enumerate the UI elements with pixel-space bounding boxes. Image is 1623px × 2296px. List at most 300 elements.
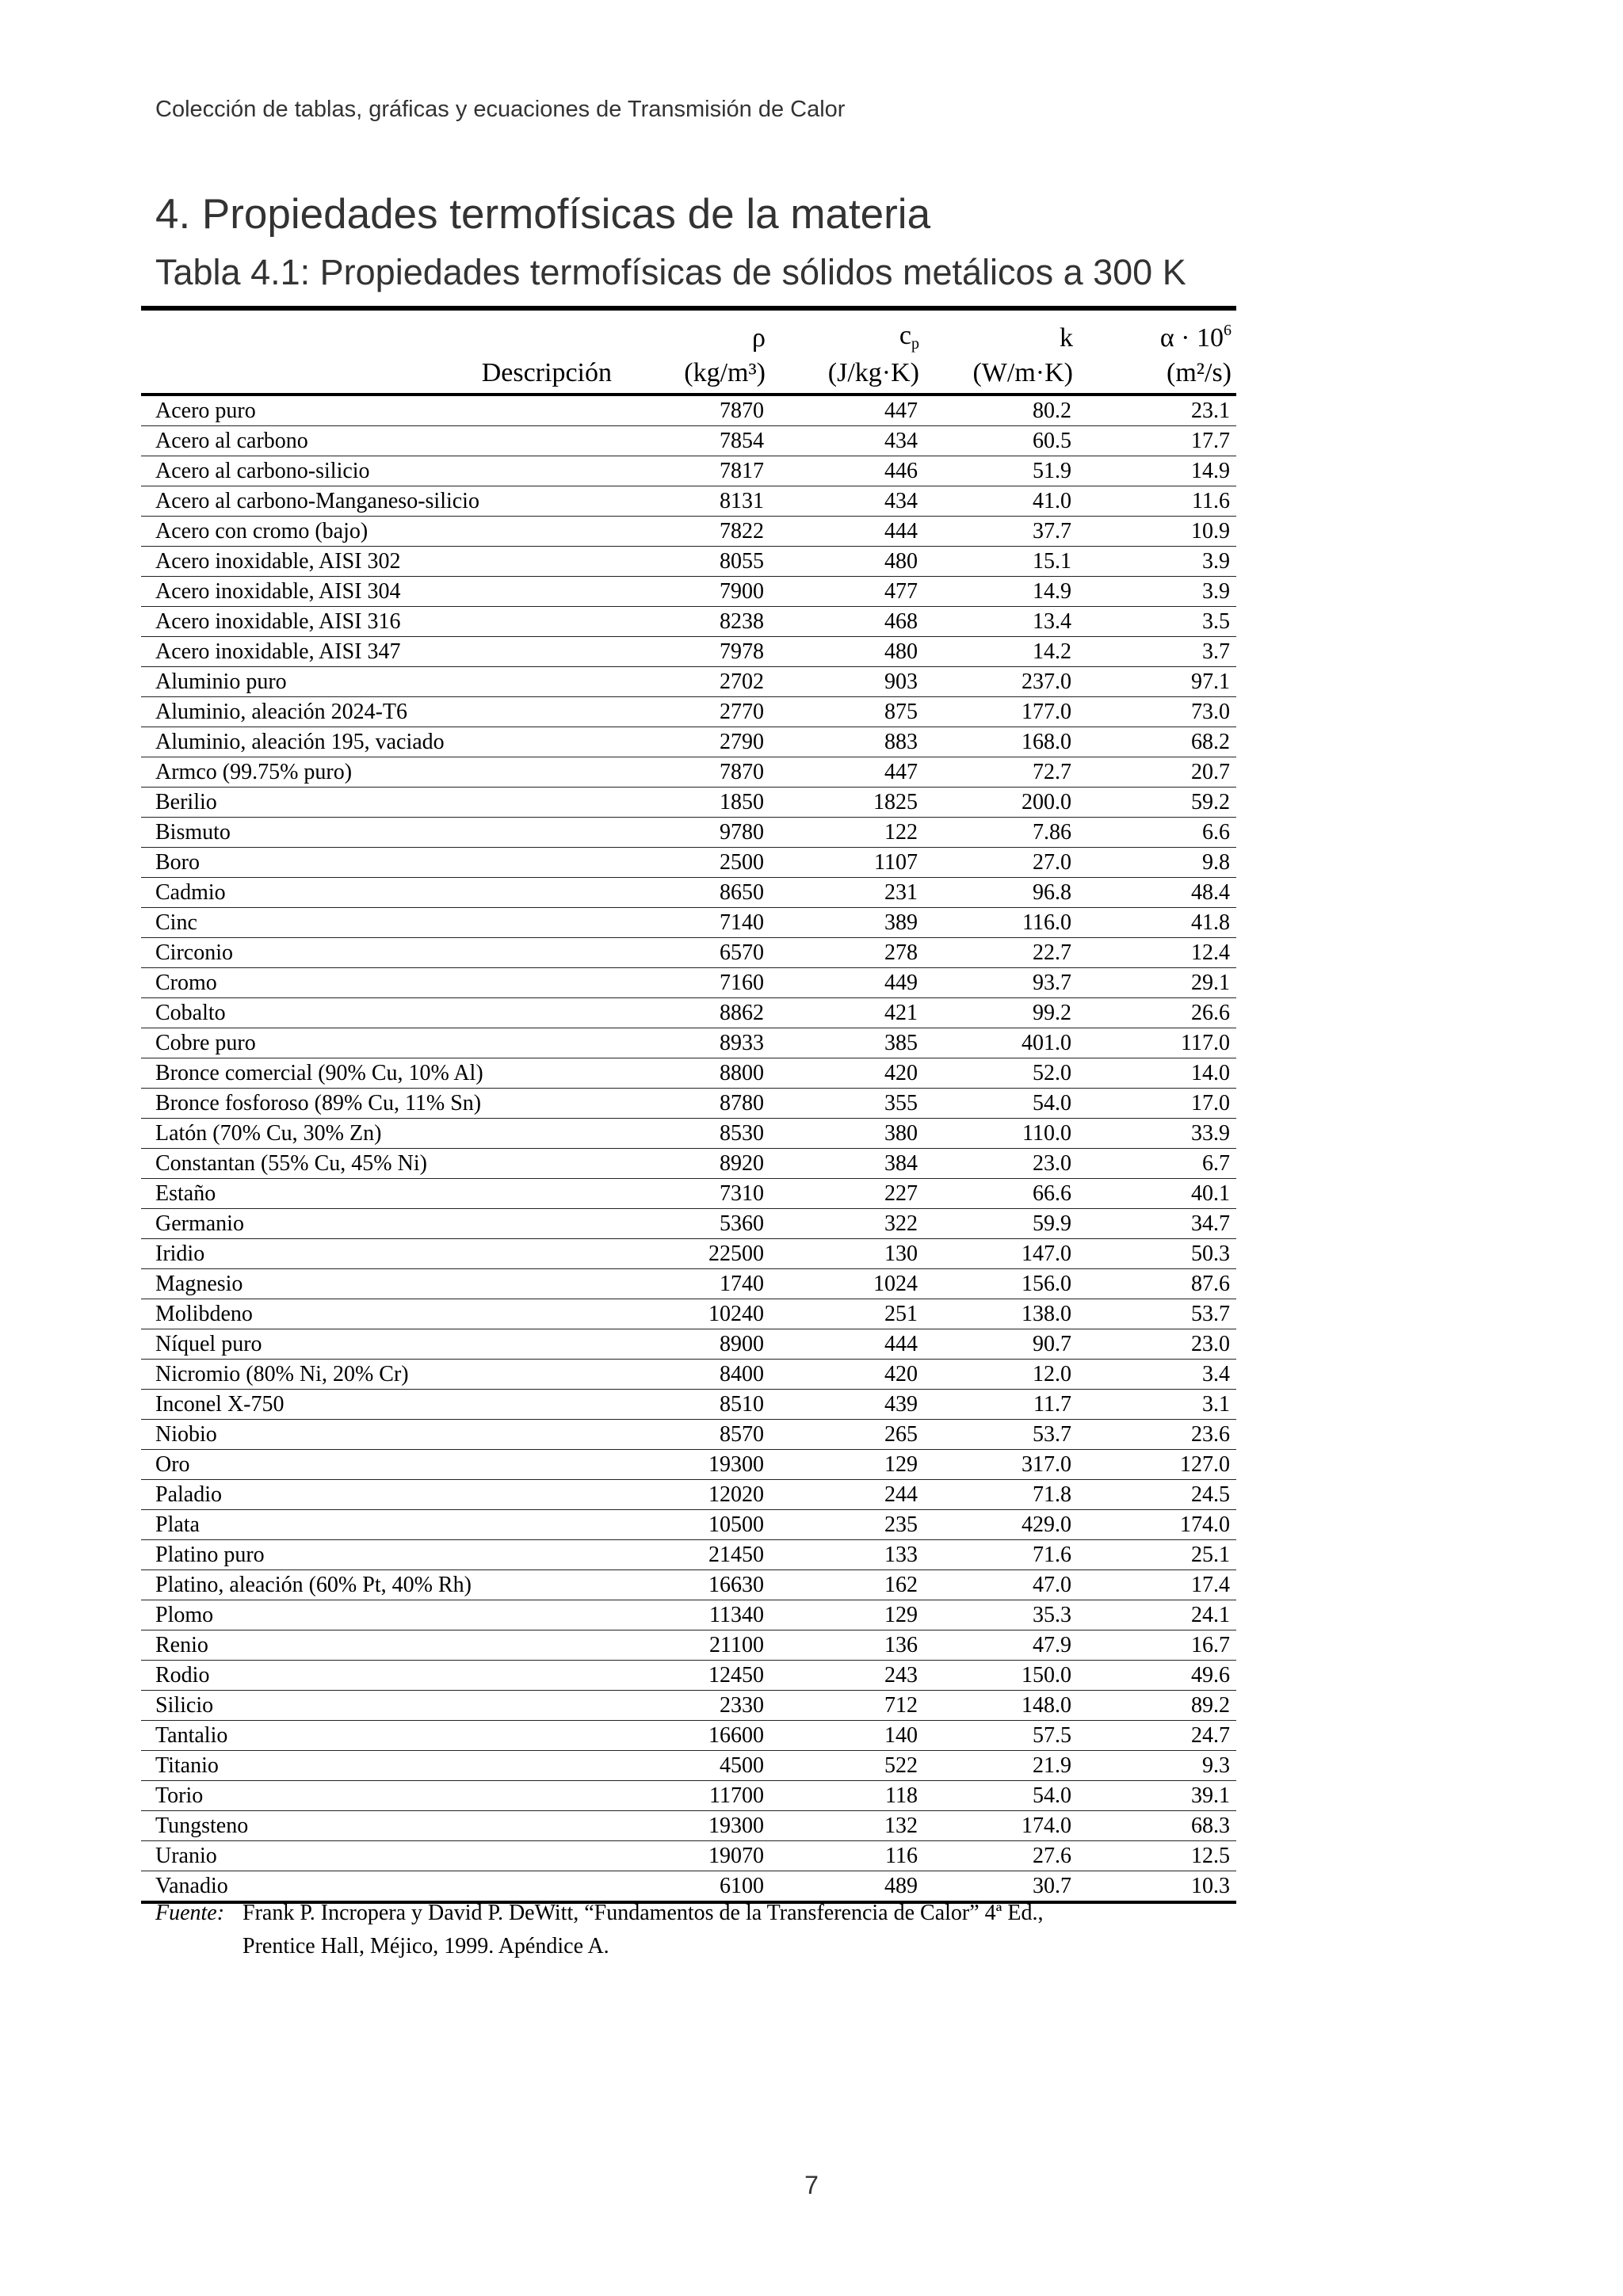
cell-description: Aluminio, aleación 2024-T6 — [141, 697, 617, 727]
cell-conductivity: 174.0 — [924, 1811, 1078, 1841]
cell-diffusivity: 3.9 — [1078, 577, 1236, 607]
cell-diffusivity: 9.8 — [1078, 848, 1236, 878]
cell-specific-heat: 278 — [770, 938, 924, 968]
cell-density: 1850 — [617, 788, 770, 818]
cell-specific-heat: 447 — [770, 757, 924, 788]
table-row — [141, 1781, 1236, 1811]
cell-density: 8650 — [617, 878, 770, 908]
table-row — [141, 1450, 1236, 1480]
cell-description: Circonio — [141, 938, 617, 968]
cell-conductivity: 200.0 — [924, 788, 1078, 818]
cell-diffusivity: 50.3 — [1078, 1239, 1236, 1269]
cell-conductivity: 23.0 — [924, 1149, 1078, 1179]
cell-density: 6570 — [617, 938, 770, 968]
cell-diffusivity: 59.2 — [1078, 788, 1236, 818]
cell-description: Cobalto — [141, 998, 617, 1028]
cell-description: Magnesio — [141, 1269, 617, 1299]
cell-specific-heat: 447 — [770, 395, 924, 426]
cp-subscript: p — [911, 335, 919, 353]
cell-specific-heat: 385 — [770, 1028, 924, 1058]
cell-description: Aluminio puro — [141, 667, 617, 697]
table-row — [141, 968, 1236, 998]
cell-description: Bismuto — [141, 818, 617, 848]
cell-specific-heat: 1024 — [770, 1269, 924, 1299]
cell-description: Niobio — [141, 1420, 617, 1450]
cell-density: 8862 — [617, 998, 770, 1028]
cell-specific-heat: 235 — [770, 1510, 924, 1540]
cell-specific-heat: 477 — [770, 577, 924, 607]
table-row — [141, 456, 1236, 486]
cell-specific-heat: 265 — [770, 1420, 924, 1450]
cell-diffusivity: 23.1 — [1078, 395, 1236, 426]
table-row — [141, 1420, 1236, 1450]
cell-description: Acero puro — [141, 395, 617, 426]
source-note — [155, 1897, 1043, 1963]
cell-conductivity: 72.7 — [924, 757, 1078, 788]
cell-density: 8780 — [617, 1089, 770, 1119]
cell-diffusivity: 87.6 — [1078, 1269, 1236, 1299]
cell-density: 8510 — [617, 1390, 770, 1420]
cell-description: Acero al carbono-Manganeso-silicio — [141, 486, 617, 517]
cell-conductivity: 57.5 — [924, 1721, 1078, 1751]
cell-specific-heat: 116 — [770, 1841, 924, 1871]
cell-conductivity: 13.4 — [924, 607, 1078, 637]
cell-conductivity: 177.0 — [924, 697, 1078, 727]
cell-density: 2702 — [617, 667, 770, 697]
table-row — [141, 908, 1236, 938]
alpha-symbol: α · 10 — [1159, 323, 1224, 353]
cell-density: 7310 — [617, 1179, 770, 1209]
cell-specific-heat: 434 — [770, 486, 924, 517]
cell-conductivity: 71.8 — [924, 1480, 1078, 1510]
cell-diffusivity: 29.1 — [1078, 968, 1236, 998]
cell-description: Constantan (55% Cu, 45% Ni) — [141, 1149, 617, 1179]
table-row — [141, 517, 1236, 547]
cell-description: Aluminio, aleación 195, vaciado — [141, 727, 617, 757]
cell-conductivity: 156.0 — [924, 1269, 1078, 1299]
cell-specific-heat: 712 — [770, 1691, 924, 1721]
source-citation-2: Prentice Hall, Méjico, 1999. Apéndice A. — [242, 1934, 609, 1958]
cell-diffusivity: 14.9 — [1078, 456, 1236, 486]
cell-specific-heat: 140 — [770, 1721, 924, 1751]
cell-density: 7870 — [617, 395, 770, 426]
cell-specific-heat: 439 — [770, 1390, 924, 1420]
cell-specific-heat: 1825 — [770, 788, 924, 818]
cell-diffusivity: 127.0 — [1078, 1450, 1236, 1480]
cell-description: Nicromio (80% Ni, 20% Cr) — [141, 1360, 617, 1390]
cell-specific-heat: 384 — [770, 1149, 924, 1179]
cell-density: 19300 — [617, 1811, 770, 1841]
cell-description: Germanio — [141, 1209, 617, 1239]
cell-description: Rodio — [141, 1661, 617, 1691]
cell-diffusivity: 25.1 — [1078, 1540, 1236, 1570]
cell-density: 8900 — [617, 1329, 770, 1360]
cell-diffusivity: 68.2 — [1078, 727, 1236, 757]
cell-density: 10500 — [617, 1510, 770, 1540]
cell-density: 8800 — [617, 1058, 770, 1089]
table-row — [141, 1209, 1236, 1239]
cell-density: 5360 — [617, 1209, 770, 1239]
properties-table-wrap — [141, 306, 1236, 1904]
cell-specific-heat: 322 — [770, 1209, 924, 1239]
cell-description: Acero inoxidable, AISI 347 — [141, 637, 617, 667]
header-description: Descripción — [141, 353, 617, 395]
header-description-spacer — [141, 308, 617, 353]
table-row — [141, 878, 1236, 908]
alpha-superscript: 6 — [1224, 322, 1232, 339]
cell-density: 12020 — [617, 1480, 770, 1510]
table-row — [141, 1179, 1236, 1209]
source-label: Fuente: — [155, 1901, 225, 1925]
cell-specific-heat: 130 — [770, 1239, 924, 1269]
table-row — [141, 1149, 1236, 1179]
cell-density: 7822 — [617, 517, 770, 547]
header-rho-symbol: ρ — [617, 308, 770, 353]
header-alpha-symbol — [1078, 308, 1236, 353]
cell-description: Vanadio — [141, 1871, 617, 1903]
cell-conductivity: 12.0 — [924, 1360, 1078, 1390]
cell-description: Boro — [141, 848, 617, 878]
header-cp-unit: (J/kg·K) — [770, 353, 924, 395]
cell-description: Acero al carbono — [141, 426, 617, 456]
header-k-symbol: k — [924, 308, 1078, 353]
cell-description: Plata — [141, 1510, 617, 1540]
cell-diffusivity: 12.4 — [1078, 938, 1236, 968]
cell-description: Uranio — [141, 1841, 617, 1871]
cell-specific-heat: 421 — [770, 998, 924, 1028]
cell-conductivity: 401.0 — [924, 1028, 1078, 1058]
cell-diffusivity: 41.8 — [1078, 908, 1236, 938]
cell-conductivity: 168.0 — [924, 727, 1078, 757]
table-row — [141, 1329, 1236, 1360]
cell-description: Bronce comercial (90% Cu, 10% Al) — [141, 1058, 617, 1089]
table-row — [141, 998, 1236, 1028]
cell-conductivity: 110.0 — [924, 1119, 1078, 1149]
cell-conductivity: 71.6 — [924, 1540, 1078, 1570]
table-row — [141, 757, 1236, 788]
table-row — [141, 1630, 1236, 1661]
cell-specific-heat: 1107 — [770, 848, 924, 878]
cell-diffusivity: 3.5 — [1078, 607, 1236, 637]
cell-diffusivity: 23.0 — [1078, 1329, 1236, 1360]
cell-conductivity: 429.0 — [924, 1510, 1078, 1540]
cell-diffusivity: 89.2 — [1078, 1691, 1236, 1721]
cell-conductivity: 27.6 — [924, 1841, 1078, 1871]
table-row — [141, 1661, 1236, 1691]
cell-density: 19300 — [617, 1450, 770, 1480]
cell-specific-heat: 129 — [770, 1600, 924, 1630]
table-row — [141, 1600, 1236, 1630]
cell-specific-heat: 122 — [770, 818, 924, 848]
cell-conductivity: 116.0 — [924, 908, 1078, 938]
cell-conductivity: 30.7 — [924, 1871, 1078, 1903]
table-row — [141, 1119, 1236, 1149]
table-row — [141, 1239, 1236, 1269]
cell-conductivity: 47.0 — [924, 1570, 1078, 1600]
table-row — [141, 1028, 1236, 1058]
cell-description: Silicio — [141, 1691, 617, 1721]
cell-specific-heat: 444 — [770, 517, 924, 547]
cell-specific-heat: 903 — [770, 667, 924, 697]
table-row — [141, 395, 1236, 426]
cell-conductivity: 54.0 — [924, 1089, 1078, 1119]
cell-conductivity: 138.0 — [924, 1299, 1078, 1329]
cell-description: Bronce fosforoso (89% Cu, 11% Sn) — [141, 1089, 617, 1119]
cell-diffusivity: 10.9 — [1078, 517, 1236, 547]
cell-conductivity: 237.0 — [924, 667, 1078, 697]
cell-diffusivity: 6.7 — [1078, 1149, 1236, 1179]
cell-description: Acero inoxidable, AISI 302 — [141, 547, 617, 577]
cell-specific-heat: 434 — [770, 426, 924, 456]
cell-description: Acero inoxidable, AISI 304 — [141, 577, 617, 607]
cell-diffusivity: 26.6 — [1078, 998, 1236, 1028]
cell-description: Platino puro — [141, 1540, 617, 1570]
cell-specific-heat: 522 — [770, 1751, 924, 1781]
cell-density: 16600 — [617, 1721, 770, 1751]
cell-description: Titanio — [141, 1751, 617, 1781]
cell-diffusivity: 117.0 — [1078, 1028, 1236, 1058]
cell-diffusivity: 3.1 — [1078, 1390, 1236, 1420]
cell-conductivity: 317.0 — [924, 1450, 1078, 1480]
cell-specific-heat: 251 — [770, 1299, 924, 1329]
cell-density: 22500 — [617, 1239, 770, 1269]
cell-description: Cobre puro — [141, 1028, 617, 1058]
cell-density: 11700 — [617, 1781, 770, 1811]
source-line-1 — [155, 1897, 1043, 1930]
header-k-unit: (W/m·K) — [924, 353, 1078, 395]
cell-density: 8055 — [617, 547, 770, 577]
cell-conductivity: 54.0 — [924, 1781, 1078, 1811]
cell-description: Inconel X-750 — [141, 1390, 617, 1420]
cell-density: 10240 — [617, 1299, 770, 1329]
table-row — [141, 1510, 1236, 1540]
cell-density: 6100 — [617, 1871, 770, 1903]
cell-density: 7140 — [617, 908, 770, 938]
cell-diffusivity: 14.0 — [1078, 1058, 1236, 1089]
cell-conductivity: 147.0 — [924, 1239, 1078, 1269]
cell-density: 8933 — [617, 1028, 770, 1058]
cell-density: 8400 — [617, 1360, 770, 1390]
cell-density: 7978 — [617, 637, 770, 667]
cell-specific-heat: 420 — [770, 1058, 924, 1089]
header-rho-unit: (kg/m³) — [617, 353, 770, 395]
cell-description: Cadmio — [141, 878, 617, 908]
cell-density: 7817 — [617, 456, 770, 486]
chapter-title: 4. Propiedades termofísicas de la materia — [155, 191, 931, 238]
cell-description: Torio — [141, 1781, 617, 1811]
cell-specific-heat: 136 — [770, 1630, 924, 1661]
cell-diffusivity: 23.6 — [1078, 1420, 1236, 1450]
cell-diffusivity: 48.4 — [1078, 878, 1236, 908]
cell-density: 19070 — [617, 1841, 770, 1871]
cell-specific-heat: 420 — [770, 1360, 924, 1390]
cell-specific-heat: 444 — [770, 1329, 924, 1360]
table-title: Tabla 4.1: Propiedades termofísicas de sólidos metálicos a 300 K — [155, 252, 1186, 292]
table-row — [141, 1691, 1236, 1721]
cell-density: 16630 — [617, 1570, 770, 1600]
table-row — [141, 938, 1236, 968]
cell-density: 2500 — [617, 848, 770, 878]
cell-diffusivity: 33.9 — [1078, 1119, 1236, 1149]
cell-conductivity: 47.9 — [924, 1630, 1078, 1661]
cell-diffusivity: 11.6 — [1078, 486, 1236, 517]
table-row — [141, 1570, 1236, 1600]
cell-density: 8131 — [617, 486, 770, 517]
table-row — [141, 1089, 1236, 1119]
cell-specific-heat: 389 — [770, 908, 924, 938]
cell-diffusivity: 73.0 — [1078, 697, 1236, 727]
cell-description: Molibdeno — [141, 1299, 617, 1329]
cell-conductivity: 51.9 — [924, 456, 1078, 486]
cell-conductivity: 93.7 — [924, 968, 1078, 998]
cell-specific-heat: 480 — [770, 637, 924, 667]
cell-density: 2770 — [617, 697, 770, 727]
cell-diffusivity: 3.4 — [1078, 1360, 1236, 1390]
cell-diffusivity: 34.7 — [1078, 1209, 1236, 1239]
cell-specific-heat: 883 — [770, 727, 924, 757]
cell-conductivity: 14.9 — [924, 577, 1078, 607]
cell-diffusivity: 53.7 — [1078, 1299, 1236, 1329]
cell-density: 8238 — [617, 607, 770, 637]
table-row — [141, 697, 1236, 727]
cell-specific-heat: 243 — [770, 1661, 924, 1691]
table-row — [141, 848, 1236, 878]
table-body — [141, 395, 1236, 1902]
cell-diffusivity: 49.6 — [1078, 1661, 1236, 1691]
cell-description: Renio — [141, 1630, 617, 1661]
table-row — [141, 1841, 1236, 1871]
cell-specific-heat: 162 — [770, 1570, 924, 1600]
cell-diffusivity: 24.7 — [1078, 1721, 1236, 1751]
cell-conductivity: 37.7 — [924, 517, 1078, 547]
cell-conductivity: 66.6 — [924, 1179, 1078, 1209]
cell-specific-heat: 129 — [770, 1450, 924, 1480]
cell-description: Berilio — [141, 788, 617, 818]
cell-diffusivity: 68.3 — [1078, 1811, 1236, 1841]
source-citation-1: Frank P. Incropera y David P. DeWitt, “Fundamentos de la Transferencia de Calor” 4ª Ed., — [242, 1901, 1044, 1925]
cell-specific-heat: 118 — [770, 1781, 924, 1811]
cell-density: 21450 — [617, 1540, 770, 1570]
cell-specific-heat: 355 — [770, 1089, 924, 1119]
cell-specific-heat: 244 — [770, 1480, 924, 1510]
cell-specific-heat: 489 — [770, 1871, 924, 1903]
cell-diffusivity: 20.7 — [1078, 757, 1236, 788]
cell-diffusivity: 97.1 — [1078, 667, 1236, 697]
cell-diffusivity: 3.9 — [1078, 547, 1236, 577]
cell-conductivity: 60.5 — [924, 426, 1078, 456]
table-row — [141, 727, 1236, 757]
table-row — [141, 547, 1236, 577]
cell-density: 7870 — [617, 757, 770, 788]
cell-density: 8570 — [617, 1420, 770, 1450]
cell-density: 21100 — [617, 1630, 770, 1661]
table-row — [141, 1058, 1236, 1089]
cell-diffusivity: 12.5 — [1078, 1841, 1236, 1871]
table-row — [141, 1751, 1236, 1781]
cell-density: 8530 — [617, 1119, 770, 1149]
cell-conductivity: 53.7 — [924, 1420, 1078, 1450]
table-row — [141, 1721, 1236, 1751]
cell-description: Oro — [141, 1450, 617, 1480]
table-row — [141, 1390, 1236, 1420]
cell-conductivity: 14.2 — [924, 637, 1078, 667]
cell-specific-heat: 468 — [770, 607, 924, 637]
header-cp-symbol — [770, 308, 924, 353]
cell-density: 7160 — [617, 968, 770, 998]
cell-specific-heat: 133 — [770, 1540, 924, 1570]
cell-diffusivity: 24.5 — [1078, 1480, 1236, 1510]
cell-description: Latón (70% Cu, 30% Zn) — [141, 1119, 617, 1149]
cell-conductivity: 99.2 — [924, 998, 1078, 1028]
cell-density: 9780 — [617, 818, 770, 848]
table-header — [141, 308, 1236, 395]
cell-description: Armco (99.75% puro) — [141, 757, 617, 788]
cell-conductivity: 11.7 — [924, 1390, 1078, 1420]
cell-density: 7900 — [617, 577, 770, 607]
running-head: Colección de tablas, gráficas y ecuaciones de Transmisión de Calor — [155, 97, 846, 122]
cell-density: 1740 — [617, 1269, 770, 1299]
cell-diffusivity: 39.1 — [1078, 1781, 1236, 1811]
table-row — [141, 637, 1236, 667]
cell-description: Paladio — [141, 1480, 617, 1510]
cell-conductivity: 59.9 — [924, 1209, 1078, 1239]
cell-conductivity: 15.1 — [924, 547, 1078, 577]
cell-conductivity: 148.0 — [924, 1691, 1078, 1721]
cell-conductivity: 7.86 — [924, 818, 1078, 848]
cell-density: 11340 — [617, 1600, 770, 1630]
cell-diffusivity: 40.1 — [1078, 1179, 1236, 1209]
cell-description: Platino, aleación (60% Pt, 40% Rh) — [141, 1570, 617, 1600]
cell-description: Tungsteno — [141, 1811, 617, 1841]
cell-specific-heat: 449 — [770, 968, 924, 998]
cell-description: Acero inoxidable, AISI 316 — [141, 607, 617, 637]
cell-density: 7854 — [617, 426, 770, 456]
cell-description: Cinc — [141, 908, 617, 938]
cell-specific-heat: 875 — [770, 697, 924, 727]
table-row — [141, 1299, 1236, 1329]
table-row — [141, 788, 1236, 818]
table-row — [141, 486, 1236, 517]
table-row — [141, 818, 1236, 848]
cell-conductivity: 80.2 — [924, 395, 1078, 426]
cell-conductivity: 90.7 — [924, 1329, 1078, 1360]
table-row — [141, 667, 1236, 697]
cell-diffusivity: 174.0 — [1078, 1510, 1236, 1540]
cell-description: Acero al carbono-silicio — [141, 456, 617, 486]
cell-diffusivity: 9.3 — [1078, 1751, 1236, 1781]
cell-density: 2330 — [617, 1691, 770, 1721]
cp-symbol: c — [899, 321, 911, 350]
cell-diffusivity: 6.6 — [1078, 818, 1236, 848]
cell-conductivity: 52.0 — [924, 1058, 1078, 1089]
cell-description: Cromo — [141, 968, 617, 998]
cell-description: Estaño — [141, 1179, 617, 1209]
table-row — [141, 1360, 1236, 1390]
table-row — [141, 607, 1236, 637]
table-row — [141, 1269, 1236, 1299]
cell-description: Iridio — [141, 1239, 617, 1269]
cell-density: 12450 — [617, 1661, 770, 1691]
cell-diffusivity: 10.3 — [1078, 1871, 1236, 1903]
cell-conductivity: 21.9 — [924, 1751, 1078, 1781]
cell-specific-heat: 227 — [770, 1179, 924, 1209]
cell-diffusivity: 3.7 — [1078, 637, 1236, 667]
cell-diffusivity: 16.7 — [1078, 1630, 1236, 1661]
cell-conductivity: 150.0 — [924, 1661, 1078, 1691]
page-number: 7 — [804, 2171, 819, 2199]
cell-density: 2790 — [617, 727, 770, 757]
cell-conductivity: 41.0 — [924, 486, 1078, 517]
